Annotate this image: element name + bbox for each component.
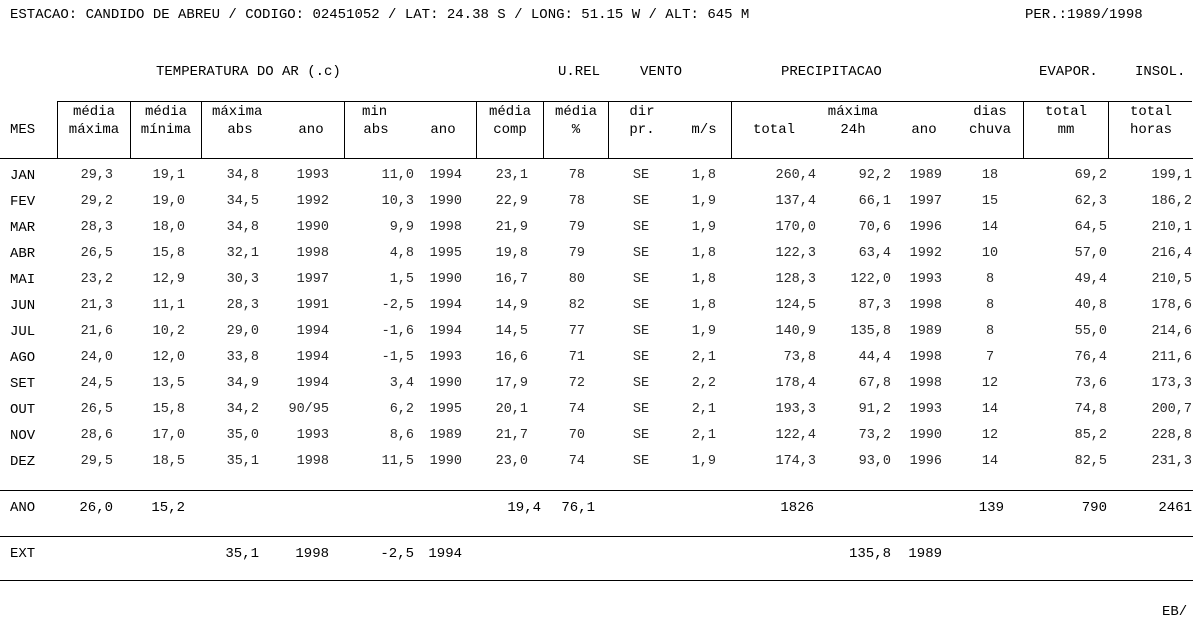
cell-precip-ano: 1990: [909, 428, 942, 443]
group-urel: U.REL: [558, 64, 601, 80]
cell-media-max: 26,5: [80, 402, 113, 417]
col-media-max-l2: máxima: [68, 122, 120, 138]
col-separator: [1023, 101, 1024, 158]
cell-precip-ano: 1993: [909, 402, 942, 417]
cell-media-min: 18,5: [152, 454, 185, 469]
cell-media-comp: 16,7: [495, 272, 528, 287]
cell-insol: 178,6: [1151, 298, 1192, 313]
cell-min-abs: 3,4: [389, 376, 414, 391]
cell-precip-total: 122,3: [775, 246, 816, 261]
cell-vento-ms: 2,1: [691, 402, 716, 417]
col-vento-ms: m/s: [691, 122, 717, 138]
cell-media-max: 28,3: [80, 220, 113, 235]
cell-vento-ms: 1,8: [691, 168, 716, 183]
cell-vento-dir: SE: [632, 324, 650, 339]
cell-vento-ms: 1,8: [691, 246, 716, 261]
cell-evapor: 82,5: [1074, 454, 1107, 469]
cell-max-ano: 1992: [296, 194, 329, 209]
cell-evapor: 85,2: [1074, 428, 1107, 443]
cell-dias-chuva: 14: [981, 454, 999, 469]
col-mes: MES: [10, 122, 36, 138]
cell-media-comp: 23,1: [495, 168, 528, 183]
cell-insol: 186,2: [1151, 194, 1192, 209]
cell-urel: 74: [568, 454, 585, 469]
cell-media-comp: 14,9: [495, 298, 528, 313]
cell-dias-chuva: 8: [985, 298, 995, 313]
cell-min-ano: 1994: [429, 168, 462, 183]
cell-precip-total: 122,4: [775, 428, 816, 443]
cell-precip-total: 260,4: [775, 168, 816, 183]
col-precip-total: total: [752, 122, 796, 138]
cell-precip-total: 174,3: [775, 454, 816, 469]
cell-max-ano: 90/95: [288, 402, 329, 417]
col-media-min-l2: mínima: [140, 122, 192, 138]
col-dias-l1: dias: [973, 104, 1007, 120]
cell-mes: JUL: [10, 324, 36, 340]
ext-max-abs: 35,1: [225, 546, 259, 562]
cell-vento-dir: SE: [632, 402, 650, 417]
cell-mes: SET: [10, 376, 36, 392]
cell-media-comp: 17,9: [495, 376, 528, 391]
col-min-ano: ano: [430, 122, 456, 138]
cell-precip-max-24h: 122,0: [850, 272, 891, 287]
cell-precip-max-24h: 135,8: [850, 324, 891, 339]
cell-evapor: 69,2: [1074, 168, 1107, 183]
cell-mes: JAN: [10, 168, 36, 184]
cell-max-ano: 1993: [296, 428, 329, 443]
ext-max-ano: 1998: [295, 546, 329, 562]
cell-min-ano: 1995: [429, 246, 462, 261]
cell-max-abs: 35,1: [226, 454, 259, 469]
cell-vento-dir: SE: [632, 350, 650, 365]
cell-dias-chuva: 14: [981, 220, 999, 235]
cell-max-ano: 1998: [296, 454, 329, 469]
cell-mes: NOV: [10, 428, 36, 444]
cell-min-ano: 1990: [429, 272, 462, 287]
cell-min-ano: 1989: [429, 428, 462, 443]
cell-min-ano: 1995: [429, 402, 462, 417]
cell-media-min: 11,1: [152, 298, 185, 313]
cell-media-comp: 22,9: [495, 194, 528, 209]
col-evapor-l1: total: [1044, 104, 1088, 120]
cell-precip-max-24h: 87,3: [858, 298, 891, 313]
cell-urel: 70: [568, 428, 585, 443]
cell-media-comp: 16,6: [495, 350, 528, 365]
cell-dias-chuva: 12: [981, 376, 999, 391]
cell-insol: 173,3: [1151, 376, 1192, 391]
cell-max-ano: 1994: [296, 324, 329, 339]
cell-vento-dir: SE: [632, 272, 650, 287]
station-info: ESTACAO: CANDIDO DE ABREU / CODIGO: 02451052 / LAT: 24.38 S / LONG: 51.15 W / ALT: 645 M: [10, 7, 750, 23]
cell-precip-max-24h: 44,4: [858, 350, 891, 365]
cell-vento-ms: 1,9: [691, 220, 716, 235]
cell-evapor: 64,5: [1074, 220, 1107, 235]
cell-media-min: 12,0: [152, 350, 185, 365]
cell-min-ano: 1990: [429, 376, 462, 391]
col-insol-l2: horas: [1129, 122, 1173, 138]
cell-media-max: 29,3: [80, 168, 113, 183]
cell-evapor: 57,0: [1074, 246, 1107, 261]
cell-precip-ano: 1997: [909, 194, 942, 209]
col-evapor-l2: mm: [1057, 122, 1075, 138]
cell-max-abs: 34,2: [226, 402, 259, 417]
cell-insol: 216,4: [1151, 246, 1192, 261]
cell-mes: DEZ: [10, 454, 36, 470]
cell-evapor: 73,6: [1074, 376, 1107, 391]
cell-media-min: 17,0: [152, 428, 185, 443]
cell-urel: 78: [568, 168, 585, 183]
cell-precip-total: 137,4: [775, 194, 816, 209]
cell-media-comp: 21,7: [495, 428, 528, 443]
cell-urel: 79: [568, 246, 585, 261]
cell-dias-chuva: 8: [985, 324, 995, 339]
cell-media-max: 21,3: [80, 298, 113, 313]
ano-label: ANO: [10, 500, 36, 516]
col-min: min: [362, 104, 388, 120]
col-min-abs: abs: [363, 122, 389, 138]
cell-insol: 214,6: [1151, 324, 1192, 339]
col-separator: [476, 101, 477, 158]
cell-max-ano: 1994: [296, 376, 329, 391]
cell-min-abs: 1,5: [389, 272, 414, 287]
cell-precip-max-24h: 73,2: [858, 428, 891, 443]
col-precip-ano: ano: [911, 122, 937, 138]
cell-vento-ms: 1,9: [691, 324, 716, 339]
col-separator: [1108, 101, 1109, 158]
cell-mes: MAR: [10, 220, 36, 236]
cell-insol: 231,3: [1151, 454, 1192, 469]
cell-precip-ano: 1992: [909, 246, 942, 261]
cell-vento-ms: 2,1: [691, 350, 716, 365]
cell-max-abs: 34,8: [226, 168, 259, 183]
cell-precip-max-24h: 91,2: [858, 402, 891, 417]
cell-precip-ano: 1998: [909, 298, 942, 313]
cell-dias-chuva: 12: [981, 428, 999, 443]
cell-dias-chuva: 7: [985, 350, 995, 365]
cell-min-abs: 9,9: [389, 220, 414, 235]
cell-min-ano: 1990: [429, 194, 462, 209]
ext-precip-ano: 1989: [908, 546, 942, 562]
ext-precip-max: 135,8: [848, 546, 891, 562]
cell-evapor: 62,3: [1074, 194, 1107, 209]
col-separator: [608, 101, 609, 158]
ext-top-rule: [0, 536, 1193, 537]
col-dias-l2: chuva: [968, 122, 1012, 138]
col-precip-24h: 24h: [840, 122, 866, 138]
cell-min-abs: -2,5: [381, 298, 414, 313]
cell-min-abs: 10,3: [381, 194, 414, 209]
cell-media-min: 13,5: [152, 376, 185, 391]
cell-media-min: 15,8: [152, 246, 185, 261]
cell-min-abs: -1,5: [381, 350, 414, 365]
cell-min-abs: 8,6: [389, 428, 414, 443]
cell-max-abs: 30,3: [226, 272, 259, 287]
cell-media-max: 23,2: [80, 272, 113, 287]
cell-urel: 77: [568, 324, 585, 339]
period-label: PER.:1989/1998: [1025, 7, 1143, 23]
cell-precip-total: 170,0: [775, 220, 816, 235]
cell-vento-dir: SE: [632, 376, 650, 391]
cell-dias-chuva: 15: [981, 194, 999, 209]
cell-media-min: 10,2: [152, 324, 185, 339]
ext-bottom-rule: [0, 580, 1193, 581]
cell-mes: MAI: [10, 272, 36, 288]
ano-top-rule: [0, 490, 1193, 491]
ano-dias-chuva: 139: [978, 500, 1004, 516]
cell-max-abs: 29,0: [226, 324, 259, 339]
cell-max-ano: 1998: [296, 246, 329, 261]
cell-dias-chuva: 10: [981, 246, 999, 261]
col-max-abs: abs: [227, 122, 253, 138]
cell-vento-dir: SE: [632, 194, 650, 209]
cell-media-comp: 19,8: [495, 246, 528, 261]
cell-insol: 200,7: [1151, 402, 1192, 417]
cell-mes: FEV: [10, 194, 36, 210]
cell-media-comp: 20,1: [495, 402, 528, 417]
ext-min-abs: -2,5: [380, 546, 414, 562]
cell-precip-max-24h: 66,1: [858, 194, 891, 209]
ano-precip-total: 1826: [780, 500, 814, 516]
col-dir-l2: pr.: [629, 122, 655, 138]
cell-precip-total: 140,9: [775, 324, 816, 339]
cell-urel: 71: [568, 350, 585, 365]
cell-media-max: 26,5: [80, 246, 113, 261]
col-insol-l1: total: [1129, 104, 1173, 120]
cell-max-ano: 1990: [296, 220, 329, 235]
cell-media-comp: 23,0: [495, 454, 528, 469]
cell-min-ano: 1990: [429, 454, 462, 469]
group-insol: INSOL.: [1135, 64, 1186, 80]
cell-precip-max-24h: 93,0: [858, 454, 891, 469]
cell-dias-chuva: 8: [985, 272, 995, 287]
cell-vento-dir: SE: [632, 454, 650, 469]
cell-media-min: 15,8: [152, 402, 185, 417]
cell-urel: 72: [568, 376, 585, 391]
cell-precip-total: 193,3: [775, 402, 816, 417]
cell-precip-total: 73,8: [783, 350, 816, 365]
group-evapor: EVAPOR.: [1039, 64, 1098, 80]
cell-max-ano: 1997: [296, 272, 329, 287]
cell-media-min: 12,9: [152, 272, 185, 287]
col-urel-l2: %: [571, 122, 581, 138]
footer-code: EB/: [1162, 604, 1188, 620]
cell-max-abs: 34,5: [226, 194, 259, 209]
cell-media-min: 19,1: [152, 168, 185, 183]
ano-media-min: 15,2: [151, 500, 185, 516]
group-precipitacao: PRECIPITACAO: [781, 64, 882, 80]
cell-media-comp: 14,5: [495, 324, 528, 339]
cell-media-min: 19,0: [152, 194, 185, 209]
col-maxima: máxima: [212, 104, 263, 120]
cell-max-ano: 1991: [296, 298, 329, 313]
group-temperatura: TEMPERATURA DO AR (.c): [156, 64, 341, 80]
cell-max-abs: 34,8: [226, 220, 259, 235]
cell-precip-ano: 1989: [909, 324, 942, 339]
cell-precip-total: 124,5: [775, 298, 816, 313]
ano-insol: 2461: [1158, 500, 1192, 516]
cell-evapor: 74,8: [1074, 402, 1107, 417]
cell-max-abs: 34,9: [226, 376, 259, 391]
cell-dias-chuva: 18: [981, 168, 999, 183]
cell-min-abs: 6,2: [389, 402, 414, 417]
cell-min-ano: 1994: [429, 298, 462, 313]
cell-urel: 82: [568, 298, 585, 313]
cell-max-ano: 1994: [296, 350, 329, 365]
col-separator: [57, 101, 58, 158]
cell-urel: 78: [568, 194, 585, 209]
col-separator: [344, 101, 345, 158]
ano-media-max: 26,0: [79, 500, 113, 516]
col-max-ano: ano: [298, 122, 324, 138]
cell-vento-dir: SE: [632, 246, 650, 261]
cell-insol: 211,6: [1151, 350, 1192, 365]
cell-media-comp: 21,9: [495, 220, 528, 235]
cell-precip-ano: 1993: [909, 272, 942, 287]
cell-min-abs: 11,0: [381, 168, 414, 183]
ext-min-ano: 1994: [428, 546, 462, 562]
cell-max-ano: 1993: [296, 168, 329, 183]
cell-urel: 80: [568, 272, 585, 287]
cell-mes: JUN: [10, 298, 36, 314]
cell-vento-dir: SE: [632, 220, 650, 235]
cell-mes: AGO: [10, 350, 36, 366]
cell-media-max: 28,6: [80, 428, 113, 443]
cell-media-max: 21,6: [80, 324, 113, 339]
cell-precip-ano: 1998: [909, 350, 942, 365]
cell-precip-ano: 1989: [909, 168, 942, 183]
cell-vento-ms: 2,2: [691, 376, 716, 391]
cell-media-max: 24,5: [80, 376, 113, 391]
col-media-max-l1: média: [72, 104, 116, 120]
cell-insol: 228,8: [1151, 428, 1192, 443]
cell-max-abs: 28,3: [226, 298, 259, 313]
cell-precip-max-24h: 70,6: [858, 220, 891, 235]
cell-precip-max-24h: 63,4: [858, 246, 891, 261]
header-top-rule: [57, 101, 1192, 102]
cell-min-abs: 11,5: [381, 454, 414, 469]
cell-min-ano: 1993: [429, 350, 462, 365]
col-separator: [543, 101, 544, 158]
col-precip-maxima: máxima: [827, 104, 879, 120]
cell-evapor: 49,4: [1074, 272, 1107, 287]
cell-max-abs: 32,1: [226, 246, 259, 261]
col-dir-l1: dir: [629, 104, 655, 120]
cell-mes: OUT: [10, 402, 36, 418]
cell-min-abs: 4,8: [389, 246, 414, 261]
cell-media-max: 24,0: [80, 350, 113, 365]
col-urel-l1: média: [554, 104, 598, 120]
cell-vento-ms: 1,9: [691, 454, 716, 469]
cell-precip-max-24h: 67,8: [858, 376, 891, 391]
cell-insol: 210,5: [1151, 272, 1192, 287]
col-media-comp-l1: média: [488, 104, 532, 120]
cell-min-ano: 1994: [429, 324, 462, 339]
cell-evapor: 76,4: [1074, 350, 1107, 365]
cell-urel: 79: [568, 220, 585, 235]
cell-insol: 210,1: [1151, 220, 1192, 235]
cell-precip-ano: 1996: [909, 220, 942, 235]
cell-min-ano: 1998: [429, 220, 462, 235]
cell-insol: 199,1: [1151, 168, 1192, 183]
ano-media-comp: 19,4: [507, 500, 541, 516]
cell-min-abs: -1,6: [381, 324, 414, 339]
cell-dias-chuva: 14: [981, 402, 999, 417]
cell-mes: ABR: [10, 246, 36, 262]
cell-precip-max-24h: 92,2: [858, 168, 891, 183]
ano-urel: 76,1: [561, 500, 595, 516]
cell-precip-ano: 1996: [909, 454, 942, 469]
header-bottom-rule: [0, 158, 1193, 159]
cell-media-max: 29,5: [80, 454, 113, 469]
cell-vento-dir: SE: [632, 168, 650, 183]
cell-precip-total: 178,4: [775, 376, 816, 391]
cell-vento-dir: SE: [632, 298, 650, 313]
cell-precip-total: 128,3: [775, 272, 816, 287]
col-separator: [201, 101, 202, 158]
cell-precip-ano: 1998: [909, 376, 942, 391]
col-separator: [130, 101, 131, 158]
cell-vento-ms: 1,8: [691, 298, 716, 313]
col-media-comp-l2: comp: [493, 122, 527, 138]
cell-max-abs: 33,8: [226, 350, 259, 365]
cell-vento-ms: 1,8: [691, 272, 716, 287]
cell-vento-dir: SE: [632, 428, 650, 443]
ext-label: EXT: [10, 546, 36, 562]
cell-media-max: 29,2: [80, 194, 113, 209]
col-separator: [731, 101, 732, 158]
cell-media-min: 18,0: [152, 220, 185, 235]
cell-urel: 74: [568, 402, 585, 417]
ano-evapor: 790: [1081, 500, 1107, 516]
cell-evapor: 55,0: [1074, 324, 1107, 339]
cell-max-abs: 35,0: [226, 428, 259, 443]
cell-vento-ms: 1,9: [691, 194, 716, 209]
cell-evapor: 40,8: [1074, 298, 1107, 313]
col-media-min-l1: média: [144, 104, 188, 120]
cell-vento-ms: 2,1: [691, 428, 716, 443]
group-vento: VENTO: [640, 64, 683, 80]
